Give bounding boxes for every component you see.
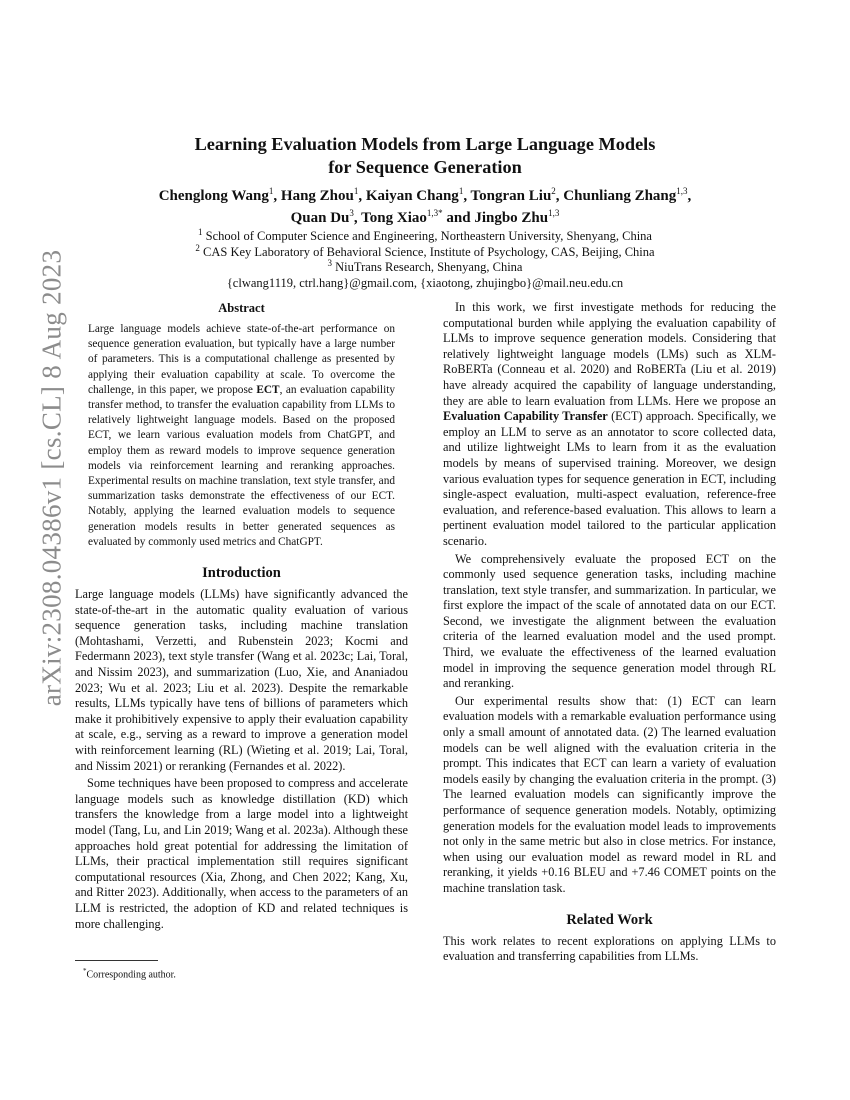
footnote: *Corresponding author. bbox=[83, 967, 176, 981]
author-affiliation-mark: 1 bbox=[268, 186, 274, 196]
body-paragraph-2: We comprehensively evaluate the proposed ECT on the commonly used sequence generation tasks, including machine translation, text style transfer, and summarization. In particular, we first explore the impact of the scale of annotated data on our ECT. Second, we investigate the alignment between the evaluation criteria of the learned evaluation model and the used prompt. Third, we evaluate the effectiveness of the learned evaluation model in improving the sequence generation model through RL and reranking. bbox=[443, 551, 776, 691]
author-name: Chenglong Wang bbox=[158, 188, 269, 204]
author-list bbox=[100, 185, 750, 229]
author-affiliation-mark: 1 bbox=[458, 186, 464, 196]
related-work-heading: Related Work bbox=[566, 911, 653, 928]
abstract-text: Large language models achieve state-of-the-art performance on sequence generation evaluation, but typically have a large number of parameters. This is a computational challenge as presented by applying their evaluation capability at scale. To overcome the challenge, in this paper, we propose ECT, an evaluation capability transfer method, to transfer the evaluation capability from LLMs to relatively lightweight language models. Based on the proposed ECT, we learn various evaluation models from ChatGPT, and employ them as reward models to improve sequence generation models via reinforcement learning and reranking approaches. Experimental results on machine translation, text style transfer, and summarization tasks demonstrate the effectiveness of our ECT. Notably, applying the learned evaluation models to sequence generation models results in better generated sequences as evaluated by commonly used metrics and ChatGPT. bbox=[88, 323, 395, 548]
author-line-1: Chenglong Wang$^1$, Hang Zhou$^1$, Kaiyan Chang$^1$, Tongran Liu$^2$, Chunliang Zhang$^{1,3}$, bbox=[158, 186, 692, 204]
body-paragraph-3: Our experimental results show that: (1) ECT can learn evaluation models with a remarkable evaluation performance using only a small amount of annotated data. (2) The learned evaluation models can be well aligned with the evaluation criteria in the prompt. This indicates that ECT can learn a variety of evaluation models easily by changing the evaluation criteria in the prompt. (3) The learned evaluation models can significantly improve the performance of sequence generation models. Notably, optimizing generation models for the evaluation model leads to improvements not only in the same metric but also in close metrics. For instance, when using our evaluation model as reward model in RL and reranking, it yields +0.16 BLEU and +7.46 COMET points on the machine translation task. bbox=[443, 693, 776, 895]
author-name: Kaiyan Chang bbox=[365, 188, 459, 204]
author-affiliation-mark: 3 bbox=[349, 208, 354, 218]
author-line-2: Quan Du$^3$, Tong Xiao$^{1,3*}$ and Jingbo Zhu$^{1,3}$ bbox=[290, 208, 560, 226]
affiliation-line: $^3$ NiuTrans Research, Shenyang, China bbox=[327, 258, 523, 275]
author-affiliation-mark: 1,3 bbox=[548, 208, 560, 218]
author-name: Quan Du bbox=[290, 210, 350, 226]
related-work-paragraph: This work relates to recent explorations on applying LLMs to evaluation and transferring capabilities from LLMs. bbox=[443, 933, 776, 964]
author-name: Hang Zhou bbox=[280, 188, 354, 204]
title-line-2: for Sequence Generation bbox=[328, 157, 522, 177]
paper-title bbox=[100, 133, 750, 179]
author-name: Chunliang Zhang bbox=[563, 188, 677, 204]
author-name: Jingbo Zhu bbox=[474, 210, 549, 226]
introduction-paragraph-2: Some techniques have been proposed to compress and accelerate language models such as knowledge distillation (KD) which transfers the knowledge from a large model into a lightweight model (Tang, Lu, and Lin 2019; Wang et al. 2023a). Although these approaches hold great potential for addressing the limitation of LLMs, their practical implementation still requires significant computational resources (Xia, Zhong, and Chen 2022; Kang, Xu, and Ritter 2023). Additionally, when access to the parameters of an LLM is restricted, the adoption of KD and related techniques is more challenging. bbox=[75, 776, 408, 931]
arxiv-identifier: arXiv:2308.04386v1 [cs.CL] 8 Aug 2023 bbox=[36, 249, 67, 707]
author-affiliation-mark: 2 bbox=[551, 186, 556, 196]
author-emails: {clwang1119, ctrl.hang}@gmail.com, {xiaotong, zhujingbo}@mail.neu.edu.cn bbox=[226, 275, 624, 290]
affiliation-line: $^2$ CAS Key Laboratory of Behavioral Science, Institute of Psychology, CAS, Beijing, China bbox=[195, 242, 655, 259]
author-affiliation-mark: 1,3 bbox=[676, 186, 688, 196]
introduction-heading: Introduction bbox=[202, 565, 281, 582]
body-paragraph-1: In this work, we first investigate methods for reducing the computational burden while applying the evaluation capability of LLMs to improve sequence generation models. Considering that relatively lightweight language models (LMs) such as XLM-RoBERTa (Conneau et al. 2020) and RoBERTa (Liu et al. 2019) have already acquired the capability of language understanding, they are able to learn evaluation from LLMs. Here we propose an Evaluation Capability Transfer (ECT) approach. Specifically, we employ an LLM to serve as an annotator to score collected data, and utilize lightweight LMs to learn from it as the evaluation models by means of supervised training. Moreover, we design various evaluation types for sequence generation in ECT, including single-aspect evaluation, multi-aspect evaluation, reference-free evaluation, and reference-based evaluation. This allows to learn a pertinent evaluation model tailored to the particular application scenario. bbox=[443, 300, 776, 548]
author-name: Tong Xiao bbox=[361, 210, 427, 226]
author-name: Tongran Liu bbox=[470, 188, 552, 204]
affiliations bbox=[100, 226, 750, 291]
right-column bbox=[443, 300, 776, 965]
author-affiliation-mark: 1 bbox=[353, 186, 359, 196]
introduction-paragraph-1: Large language models (LLMs) have significantly advanced the state-of-the-art in the automatic quality evaluation of various sequence generation tasks, including machine translation (Mohtashami, Verzetti, and Rubenstein 2023; Kocmi and Federmann 2023), text style transfer (Wang et al. 2023c; Lai, Toral, and Nissim 2023), and summarization (Luo, Xie, and Ananiadou 2023; Wu et al. 2023; Liu et al. 2023). Despite the remarkable results, LLMs typically have tens of billions of parameters which make it prohibitively expensive to apply their evaluation capability at scale, e.g., serving as a reward to improve a generation model with reinforcement learning (RL) (Wieting et al. 2019; Lai, Toral, and Nissim 2021) or reranking (Fernandes et al. 2022). bbox=[75, 587, 408, 773]
author-affiliation-mark: 1,3* bbox=[426, 208, 443, 218]
left-column bbox=[75, 300, 408, 932]
abstract-heading: Abstract bbox=[218, 301, 265, 315]
title-line-1: Learning Evaluation Models from Large Language Models bbox=[194, 134, 656, 154]
footnote-divider bbox=[75, 960, 158, 961]
affiliation-line: $^1$ School of Computer Science and Engineering, Northeastern University, Shenyang, China bbox=[198, 226, 652, 243]
